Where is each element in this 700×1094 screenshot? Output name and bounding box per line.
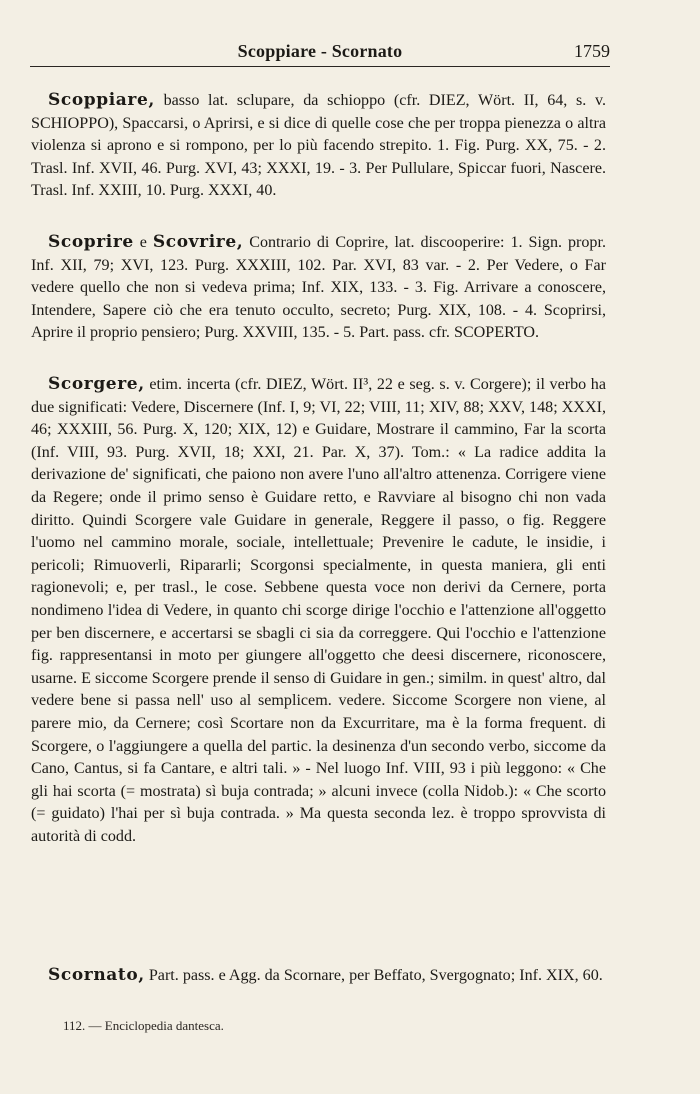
entry-body: Part. pass. e Agg. da Scornare, per Beffato, Svergognato; Inf. XIX, 60. bbox=[148, 967, 603, 984]
headword-connector: e bbox=[139, 234, 147, 251]
entry-body: Contrario di Coprire, lat. discooperire: 1. Sign. propr. Inf. XII, 79; XVI, 123. Purg. XXXIII, 102. Par. XVI, 83 var. - 2. Per Vedere, o Far vedere quello che non si vedeva prima; Inf. XIX, 133. - 3. Fig. Arrivare a conoscere, Intendere, Sapere ciò che era tenuto occulto, secreto; Purg. XIX, 108. - 4. Scoprirsi, Aprire il proprio pensiero; Purg. XXVIII, 135. - 5. Part. pass. cfr. SCOPERTO. bbox=[31, 234, 606, 342]
entry-scoprire bbox=[31, 231, 606, 345]
entry-body: basso lat. sclupare, da schioppo (cfr. DIEZ, Wört. II, 64, s. v. SCHIOPPO), Spaccarsi, o Aprirsi, e si dice di quelle cose che per troppa pienezza o altra violenza si aprono e si rompono, per lo più facendo strepito. 1. Fig. Purg. XX, 75. - 2. Trasl. Inf. XVII, 46. Purg. XVI, 43; XXXI, 19. - 3. Per Pullulare, Spiccar fuori, Nascere. Trasl. Inf. XXIII, 10. Purg. XXXI, 40. bbox=[31, 92, 606, 200]
signature-footer: 112. — Enciclopedia dantesca. bbox=[63, 1018, 224, 1033]
entry-body: etim. incerta (cfr. DIEZ, Wört. II³, 22 e seg. s. v. Corgere); il verbo ha due significati: Vedere, Discernere (Inf. I, 9; VI, 22; VIII, 11; XIV, 88; XXV, 148; XXXI, 46; XXXIII, 56. Purg. X, 120; XIX, 12) e Guidare, Mostrare il cammino, Far la scorta (Inf. VIII, 93. Purg. XVII, 18; XXI, 21. Par. X, 37). Tom.: « La radice addita la derivazione de' significati, che paiono non avere l'uno all'altro attenenza. Corrigere viene da Regere; onde il primo senso è Guidare retto, e Ravviare al bisogno chi non vada diritto. Quindi Scorgere vale Guidare in generale, Reggere il passo, o fig. Reggere l'uomo nel cammino morale, sociale, intellettuale; Prevenire le cadute, le insidie, i pericoli; Rimuoverli, Ripararli; Scorgonsi specialmente, in questa maniera, gli enti ragionevoli; e, per trasl., le cose. Sebbene questa voce non derivi da Cernere, porta nondimeno l'idea di Vedere, in quanto chi scorge dirige l'occhio e l'attenzione all'oggetto per ben discernere, e accertarsi se sbagli ci sia da correggere. Qui l'occhio e l'attenzione fig. rappresentansi in moto per giungere all'oggetto che deesi discernere, riconoscere, usarne. E siccome Scorgere prende il senso di Guidare in gen.; similm. in quest' altro, dal vedere bene si passa nell' uso al semplicem. vedere. Siccome Scorgere non viene, al parere mio, da Cernere; così Scortare non da Excurritare, ma è la forma frequent. di Scorgere, o l'aggiungere a quella del partic. la desinenza d'un secondo verbo, siccome da Cano, Cantus, si fa Cantare, e altri tali. » - Nel luogo Inf. VIII, 93 i più leggono: « Che gli hai scorta (= mostrata) sì buja contrada; » alcuni invece (colla Nidob.): « Che scorto (= guidato) l'hai per sì buja contrada. » Ma questa seconda lez. è troppo sprovvista di autorità di codd. bbox=[31, 376, 606, 845]
headword: Scoppiare, bbox=[48, 90, 155, 110]
entry-scorgere bbox=[31, 373, 606, 848]
headword: Scorgere, bbox=[48, 374, 145, 394]
headword: Scornato, bbox=[48, 965, 145, 985]
headword-variant: Scovrire, bbox=[152, 232, 244, 252]
running-header bbox=[30, 40, 610, 67]
entry-scoppiare bbox=[31, 89, 606, 203]
headword: Scoprire bbox=[48, 232, 134, 252]
running-title: Scoppiare - Scornato bbox=[237, 41, 403, 61]
page-number: 1759 bbox=[574, 41, 610, 61]
entry-scornato bbox=[31, 964, 606, 988]
